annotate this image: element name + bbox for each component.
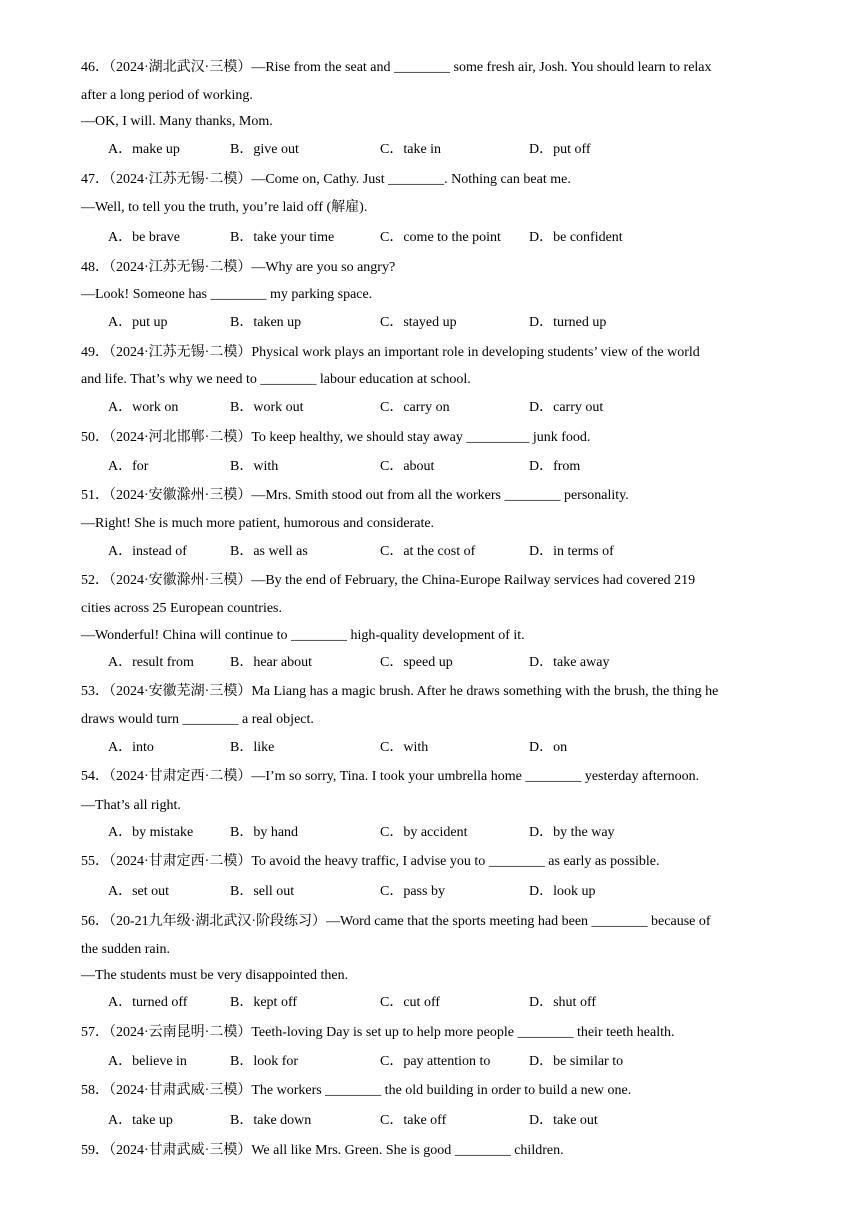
question-stem: 51．（2024·安徽滁州·三模）—Mrs. Smith stood out from all the workers ________ personality. [81,488,629,503]
option-a[interactable]: A．make up [108,142,180,157]
option-c[interactable]: C．come to the point [380,230,501,245]
question-stem: 56．（20-21九年级·湖北武汉·阶段练习）—Word came that the sports meeting had been ________ because of [81,914,711,929]
option-a[interactable]: A．put up [108,315,168,330]
option-d[interactable]: D．be confident [529,230,623,245]
option-c[interactable]: C．at the cost of [380,544,476,559]
question-stem: 58．（2024·甘肃武威·三模）The workers ________ the old building in order to build a new one. [81,1083,632,1098]
question-stem: 53．（2024·安徽芜湖·三模）Ma Liang has a magic brush. After he draws something with the brush, the thing he [81,684,719,699]
question-text-line: —Wonderful! China will continue to ________ high-quality development of it. [81,628,525,643]
question-stem: 54．（2024·甘肃定西·二模）—I’m so sorry, Tina. I took your umbrella home ________ yesterday afternoon. [81,769,700,784]
question-stem: 59．（2024·甘肃武威·三模）We all like Mrs. Green. She is good ________ children. [81,1143,564,1158]
option-a[interactable]: A．believe in [108,1054,187,1069]
option-a[interactable]: A．be brave [108,230,180,245]
question-stem: 50．（2024·河北邯郸·二模）To keep healthy, we should stay away _________ junk food. [81,430,591,445]
question-text-line: after a long period of working. [81,88,253,103]
option-d[interactable]: D．carry out [529,400,604,415]
option-a[interactable]: A．result from [108,655,194,670]
option-d[interactable]: D．put off [529,142,591,157]
option-b[interactable]: B．as well as [230,544,308,559]
question-stem: 55．（2024·甘肃定西·二模）To avoid the heavy traffic, I advise you to ________ as early as possible. [81,854,660,869]
option-b[interactable]: B．take your time [230,230,335,245]
option-d[interactable]: D．shut off [529,995,597,1010]
question-stem: 46．（2024·湖北武汉·三模）—Rise from the seat and ________ some fresh air, Josh. You should learn to relax [81,60,712,75]
question-text-line: —OK, I will. Many thanks, Mom. [81,114,273,129]
question-text-line: —Right! She is much more patient, humorous and considerate. [81,516,435,531]
option-c[interactable]: C．take off [380,1113,447,1128]
option-c[interactable]: C．take in [380,142,442,157]
question-stem: 52．（2024·安徽滁州·三模）—By the end of February, the China-Europe Railway services had covered 219 [81,573,696,588]
question-stem: 57．（2024·云南昆明·二模）Teeth-loving Day is set up to help more people ________ their teeth health. [81,1025,675,1040]
option-d[interactable]: D．be similar to [529,1054,624,1069]
option-b[interactable]: B．sell out [230,884,295,899]
option-d[interactable]: D．in terms of [529,544,614,559]
option-c[interactable]: C．stayed up [380,315,457,330]
option-d[interactable]: D．look up [529,884,596,899]
option-c[interactable]: C．pay attention to [380,1054,491,1069]
option-b[interactable]: B．by hand [230,825,299,840]
option-d[interactable]: D．from [529,459,581,474]
option-a[interactable]: A．take up [108,1113,173,1128]
option-d[interactable]: D．turned up [529,315,607,330]
option-c[interactable]: C．pass by [380,884,445,899]
option-a[interactable]: A．by mistake [108,825,194,840]
option-c[interactable]: C．with [380,740,429,755]
option-a[interactable]: A．instead of [108,544,187,559]
question-text-line: and life. That’s why we need to ________ labour education at school. [81,372,471,387]
option-c[interactable]: C．carry on [380,400,450,415]
option-d[interactable]: D．by the way [529,825,615,840]
option-b[interactable]: B．look for [230,1054,299,1069]
question-text-line: draws would turn ________ a real object. [81,712,314,727]
question-stem: 48．（2024·江苏无锡·二模）—Why are you so angry? [81,260,396,275]
option-b[interactable]: B．take down [230,1113,312,1128]
option-b[interactable]: B．kept off [230,995,298,1010]
question-text-line: —That’s all right. [81,798,181,813]
option-c[interactable]: C．cut off [380,995,441,1010]
option-a[interactable]: A．set out [108,884,170,899]
question-stem: 49．（2024·江苏无锡·二模）Physical work plays an important role in developing students’ view of the world [81,345,700,360]
option-c[interactable]: C．speed up [380,655,453,670]
option-b[interactable]: B．hear about [230,655,313,670]
question-stem: 47．（2024·江苏无锡·二模）—Come on, Cathy. Just ________. Nothing can beat me. [81,172,571,187]
option-b[interactable]: B．work out [230,400,304,415]
question-text-line: the sudden rain. [81,942,171,957]
option-b[interactable]: B．give out [230,142,299,157]
option-a[interactable]: A．for [108,459,149,474]
question-text-line: cities across 25 European countries. [81,601,282,616]
option-a[interactable]: A．work on [108,400,179,415]
option-a[interactable]: A．into [108,740,154,755]
option-c[interactable]: C．about [380,459,435,474]
option-b[interactable]: B．with [230,459,279,474]
question-text-line: —Well, to tell you the truth, you’re laid off (解雇). [81,200,368,215]
question-text-line: —Look! Someone has ________ my parking space. [81,287,373,302]
option-d[interactable]: D．on [529,740,568,755]
option-b[interactable]: B．taken up [230,315,302,330]
option-d[interactable]: D．take away [529,655,610,670]
option-b[interactable]: B．like [230,740,275,755]
question-text-line: —The students must be very disappointed then. [81,968,349,983]
option-c[interactable]: C．by accident [380,825,468,840]
option-d[interactable]: D．take out [529,1113,598,1128]
option-a[interactable]: A．turned off [108,995,188,1010]
